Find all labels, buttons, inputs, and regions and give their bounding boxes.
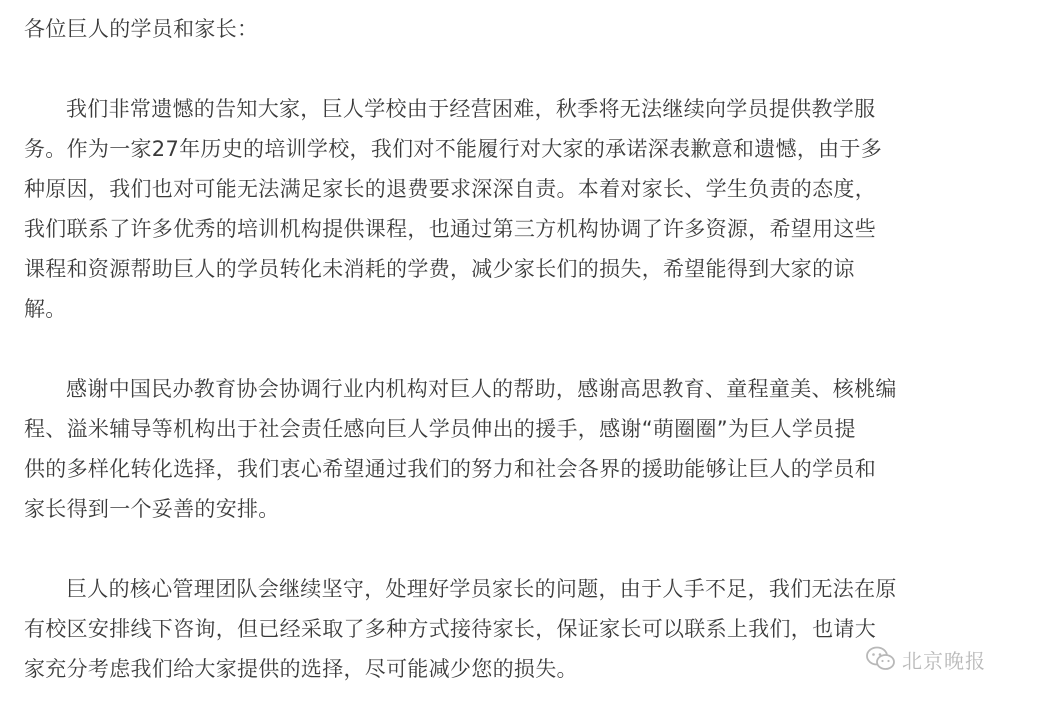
source-watermark [866,644,986,674]
paragraph-2 [24,369,1036,529]
paragraph-line: 我们非常遗憾的告知大家，巨人学校由于经营困难，秋季将无法继续向学员提供教学服 [66,97,876,121]
notice-document [24,0,1036,689]
paragraph-line: 种原因，我们也对可能无法满足家长的退费要求深深自责。本着对家长、学生负责的态度， [24,177,876,201]
spacer [24,49,1036,89]
paragraph-line: 感谢中国民办教育协会协调行业内机构对巨人的帮助，感谢高思教育、童程童美、核桃编 [66,377,897,401]
paragraph-line: 家长得到一个妥善的安排。 [24,497,280,521]
paragraph-line: 有校区安排线下咨询，但已经采取了多种方式接待家长，保证家长可以联系上我们，也请大 [24,617,876,641]
paragraph-line: 我们联系了许多优秀的培训机构提供课程，也通过第三方机构协调了许多资源，希望用这些 [24,217,876,241]
paragraph-line: 家充分考虑我们给大家提供的选择，尽可能减少您的损失。 [24,657,578,681]
paragraph-line: 课程和资源帮助巨人的学员转化未消耗的学费，减少家长们的损失，希望能得到大家的谅 [24,257,855,281]
spacer [24,329,1036,369]
paragraph-line: 供的多样化转化选择，我们衷心希望通过我们的努力和社会各界的援助能够让巨人的学员和 [24,457,876,481]
paragraph-line: 解。 [24,297,67,321]
paragraph-line: 程、溢米辅导等机构出于社会责任感向巨人学员伸出的援手，感谢“萌圈圈”为巨人学员提 [24,417,856,441]
greeting: 各位巨人的学员和家长： [24,17,259,41]
paragraph-line: 巨人的核心管理团队会继续坚守，处理好学员家长的问题，由于人手不足，我们无法在原 [66,577,897,601]
spacer [24,529,1036,569]
watermark-text: 北京晚报 [902,650,986,673]
wechat-icon [866,646,896,672]
paragraph-line: 务。作为一家27年历史的培训学校，我们对不能履行对大家的承诺深表歉意和遗憾，由于多 [24,137,883,161]
paragraph-1 [24,89,1036,329]
